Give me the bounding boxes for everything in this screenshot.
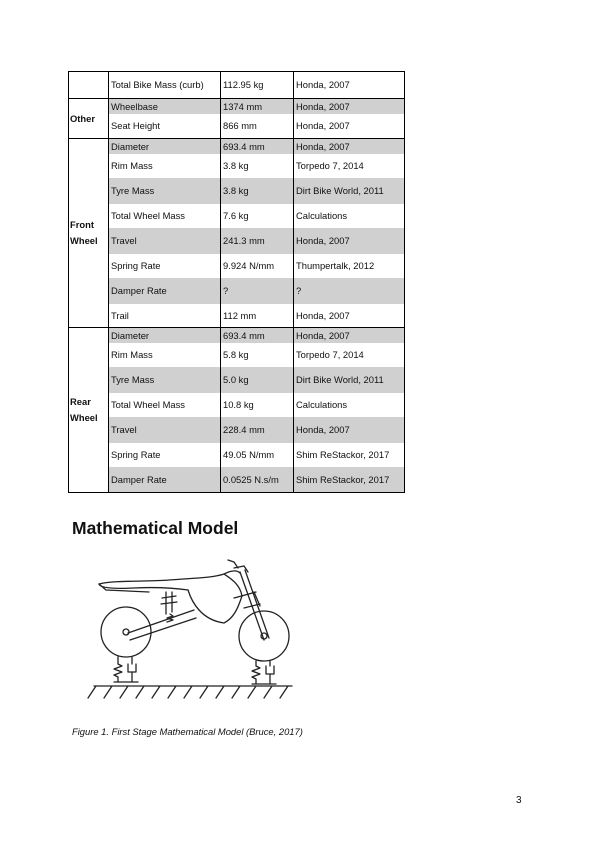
source-cell: Shim ReStackor, 2017 bbox=[294, 467, 405, 493]
table-row bbox=[69, 204, 405, 228]
parameter-cell: Damper Rate bbox=[109, 278, 221, 304]
motorcycle-model-figure bbox=[74, 548, 308, 714]
source-cell: Honda, 2007 bbox=[294, 139, 405, 154]
table-row bbox=[69, 254, 405, 278]
specification-table bbox=[68, 71, 405, 493]
source-cell: Honda, 2007 bbox=[294, 228, 405, 254]
parameter-cell: Seat Height bbox=[109, 114, 221, 139]
group-cell-empty bbox=[69, 72, 109, 99]
table-row bbox=[69, 99, 405, 114]
value-cell: 112 mm bbox=[221, 304, 294, 328]
parameter-cell: Trail bbox=[109, 304, 221, 328]
source-cell: Honda, 2007 bbox=[294, 328, 405, 343]
table-row bbox=[69, 417, 405, 443]
parameter-cell: Tyre Mass bbox=[109, 178, 221, 204]
value-cell: 7.6 kg bbox=[221, 204, 294, 228]
value-cell: 5.0 kg bbox=[221, 367, 294, 393]
value-cell: 5.8 kg bbox=[221, 343, 294, 367]
parameter-cell: Rim Mass bbox=[109, 154, 221, 178]
parameter-cell: Travel bbox=[109, 228, 221, 254]
table-row bbox=[69, 139, 405, 154]
parameter-cell: Travel bbox=[109, 417, 221, 443]
source-cell: Honda, 2007 bbox=[294, 99, 405, 114]
value-cell: 1374 mm bbox=[221, 99, 294, 114]
source-cell: Dirt Bike World, 2011 bbox=[294, 178, 405, 204]
source-cell: Calculations bbox=[294, 393, 405, 417]
table-row bbox=[69, 304, 405, 328]
group-label-other: Other bbox=[69, 99, 109, 139]
figure-caption: Figure 1. First Stage Mathematical Model (Bruce, 2017) bbox=[72, 726, 303, 737]
table-row bbox=[69, 228, 405, 254]
value-cell: 0.0525 N.s/m bbox=[221, 467, 294, 493]
parameter-cell: Diameter bbox=[109, 328, 221, 343]
motorcycle-sketch-diagram bbox=[74, 548, 308, 714]
value-cell: 9.924 N/mm bbox=[221, 254, 294, 278]
value-cell: ? bbox=[221, 278, 294, 304]
parameter-cell: Damper Rate bbox=[109, 467, 221, 493]
table-row bbox=[69, 328, 405, 343]
table-row bbox=[69, 72, 405, 99]
source-cell: Shim ReStackor, 2017 bbox=[294, 443, 405, 467]
value-cell: 693.4 mm bbox=[221, 139, 294, 154]
parameter-cell: Total Wheel Mass bbox=[109, 393, 221, 417]
page-number: 3 bbox=[516, 795, 522, 806]
parameter-cell: Spring Rate bbox=[109, 443, 221, 467]
value-cell: 693.4 mm bbox=[221, 328, 294, 343]
parameter-cell: Total Bike Mass (curb) bbox=[109, 72, 221, 99]
value-cell: 866 mm bbox=[221, 114, 294, 139]
parameter-cell: Spring Rate bbox=[109, 254, 221, 278]
table-row bbox=[69, 393, 405, 417]
value-cell: 112.95 kg bbox=[221, 72, 294, 99]
table-row bbox=[69, 278, 405, 304]
source-cell: Dirt Bike World, 2011 bbox=[294, 367, 405, 393]
source-cell: Torpedo 7, 2014 bbox=[294, 154, 405, 178]
source-cell: Honda, 2007 bbox=[294, 114, 405, 139]
value-cell: 10.8 kg bbox=[221, 393, 294, 417]
source-cell: ? bbox=[294, 278, 405, 304]
value-cell: 49.05 N/mm bbox=[221, 443, 294, 467]
value-cell: 241.3 mm bbox=[221, 228, 294, 254]
parameter-cell: Wheelbase bbox=[109, 99, 221, 114]
value-cell: 3.8 kg bbox=[221, 178, 294, 204]
source-cell: Honda, 2007 bbox=[294, 72, 405, 99]
section-heading: Mathematical Model bbox=[72, 518, 239, 538]
group-label-rear-wheel: Rear Wheel bbox=[69, 328, 109, 493]
table-row bbox=[69, 154, 405, 178]
table-row bbox=[69, 367, 405, 393]
table-row bbox=[69, 343, 405, 367]
source-cell: Thumpertalk, 2012 bbox=[294, 254, 405, 278]
table-row bbox=[69, 467, 405, 493]
value-cell: 228.4 mm bbox=[221, 417, 294, 443]
source-cell: Honda, 2007 bbox=[294, 417, 405, 443]
parameter-cell: Diameter bbox=[109, 139, 221, 154]
table-row bbox=[69, 178, 405, 204]
parameter-cell: Rim Mass bbox=[109, 343, 221, 367]
parameter-cell: Tyre Mass bbox=[109, 367, 221, 393]
value-cell: 3.8 kg bbox=[221, 154, 294, 178]
source-cell: Torpedo 7, 2014 bbox=[294, 343, 405, 367]
source-cell: Calculations bbox=[294, 204, 405, 228]
table-row bbox=[69, 443, 405, 467]
source-cell: Honda, 2007 bbox=[294, 304, 405, 328]
table-row bbox=[69, 114, 405, 139]
group-label-front-wheel: Front Wheel bbox=[69, 139, 109, 328]
parameter-cell: Total Wheel Mass bbox=[109, 204, 221, 228]
